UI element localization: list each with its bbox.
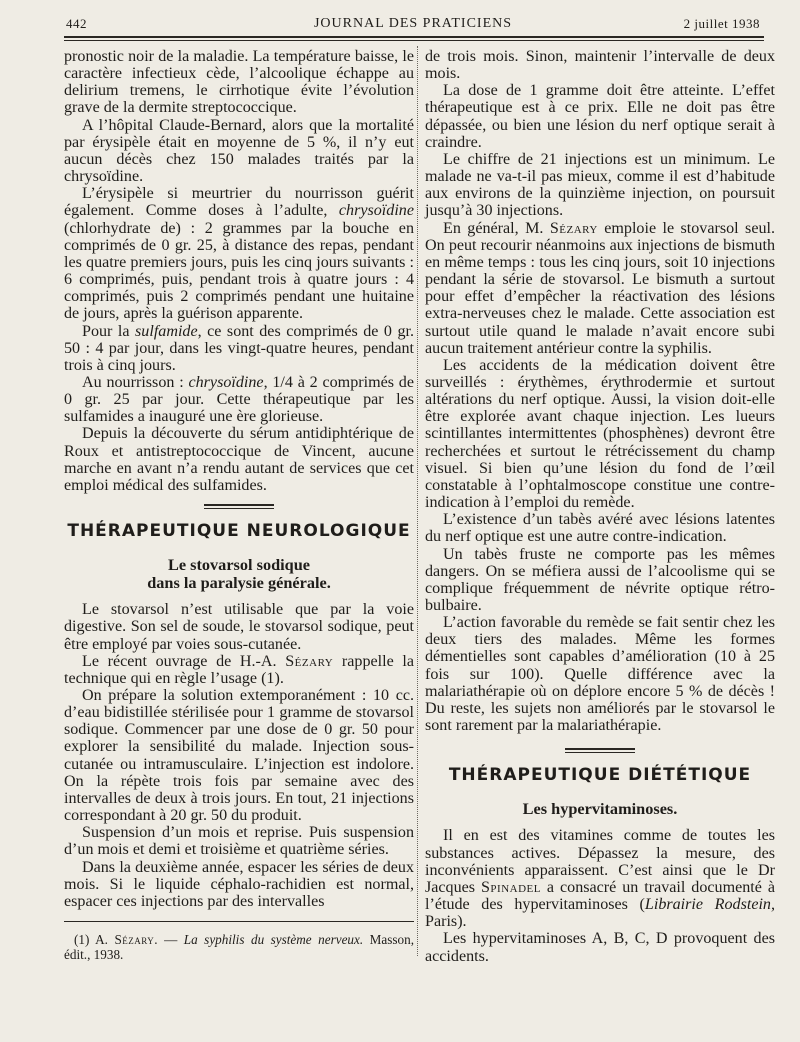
section-title: THÉRAPEUTIQUE NEUROLOGIQUE bbox=[67, 521, 411, 542]
issue-date: 2 juillet 1938 bbox=[683, 16, 760, 31]
header-rule-thin bbox=[64, 40, 764, 41]
paragraph: Les hypervitaminoses A, B, C, D provoquent des accidents. bbox=[425, 930, 775, 965]
paragraph: En général, M. Sézary emploie le stovarsol seul. On peut recourir néanmoins aux injections de bismuth en même temps : tous les cinq jours, soit 10 injections pendant la série de stovarsol. Le bismuth a surtout pour effet d’empêcher la réactivation des lésions extra-nerveuses chez le malade. Cette association est surtout utile quand le malade n’avait encore subi aucun traitement antérieur contre la syphilis. bbox=[425, 219, 775, 357]
paragraph: Les accidents de la médication doivent être surveillés : érythèmes, érythrodermie et surtout altérations du nerf optique. Aussi, la vision doit-elle être explorée avant chaque injection. Les lueurs scintillantes intermittentes (phosphènes) devront être recherchées et surtout le rétrécissement du champ visuel. Si bien qu’une lésion du fond de l’œil constatable à l’ophtalmoscope constitue une contre-indication à l’emploi du remède. bbox=[425, 356, 775, 512]
paragraph: La dose de 1 gramme doit être atteinte. L’effet thérapeutique est à ce prix. Elle ne doit pas être dépassée, ou bien une lésion du nerf optique serait à craindre. bbox=[425, 82, 775, 151]
article-title: Les hypervitaminoses. bbox=[522, 799, 678, 819]
paragraph: L’action favorable du remède se fait sentir chez les deux tiers des malades. Même les formes démentielles sont capables d’amélioration (10 à 25 fois sur 100). Quelle différence avec la malariathérapie où on déplore encore 5 % de décès ! Du reste, les sujets non améliorés par le stovarsol le sont rarement par la malariathérapie. bbox=[425, 614, 775, 735]
paragraph: Depuis la découverte du sérum antidiphtérique de Roux et antistreptococcique de Vincent, aucune marche en avant n’a rendu autant de services que cet emploi médical des sulfamides. bbox=[64, 425, 414, 494]
paragraph: Au nourrisson : chrysoïdine, 1/4 à 2 comprimés de 0 gr. 25 par jour. Cette thérapeutique par les sulfamides a inauguré une ère glorieuse. bbox=[64, 373, 414, 426]
column-divider bbox=[417, 46, 418, 956]
page-header bbox=[66, 14, 760, 36]
paragraph: L’existence d’un tabès avéré avec lésions latentes du nerf optique est une autre contre-indication. bbox=[425, 511, 775, 546]
journal-title: JOURNAL DES PRATICIENS bbox=[313, 16, 513, 31]
paragraph: On prépare la solution extemporanément : 10 cc. d’eau bidistillée stérilisée pour 1 gramme de stovarsol sodique. Commencer par une dose de 0 gr. 50 pour explorer la sensibilité du malade. Injection sous-cutanée ou intramusculaire. L’injection est indolore. On la répète trois fois par semaine avec des intervalles de deux à trois jours. En tout, 21 injections correspondant à 20 gr. 50 du produit. bbox=[64, 687, 414, 825]
article-title: Le stovarsol sodique dans la paralysie générale. bbox=[147, 555, 331, 593]
right-column bbox=[425, 48, 775, 965]
header-rule bbox=[64, 36, 764, 38]
page-number: 442 bbox=[66, 16, 87, 31]
section-separator bbox=[565, 748, 635, 753]
paragraph: Un tabès fruste ne comporte pas les mêmes dangers. On se méfiera aussi de l’alcoolisme qui se complique fréquemment de névrite optique rétro-bulbaire. bbox=[425, 545, 775, 614]
paragraph: de trois mois. Sinon, maintenir l’intervalle de deux mois. bbox=[425, 48, 775, 83]
paragraph: L’érysipèle si meurtrier du nourrisson guérit également. Comme doses à l’adulte, chrysoïdine (chlorhydrate de) : 2 grammes par la bouche en comprimés de 0 gr. 25, à distance des repas, pendant les quatre premiers jours, puis les cinq jours suivants : 6 comprimés, puis, pendant trois à quatre jours : 4 comprimés, puis 2 comprimés pendant une huitaine de jours, après la guérison apparente. bbox=[64, 185, 414, 323]
paragraph: Suspension d’un mois et reprise. Puis suspension d’un mois et demi et troisième et quatrième séries. bbox=[64, 824, 414, 859]
footnote-rule bbox=[64, 921, 414, 922]
paragraph: Dans la deuxième année, espacer les séries de deux mois. Si le liquide céphalo-rachidien est normal, espacer ces injections par des intervalles bbox=[64, 858, 414, 910]
paragraph: Le chiffre de 21 injections est un minimum. Le malade ne va-t-il pas mieux, comme il est d’habitude aux environs de la quinzième injection, on poursuit jusqu’à 30 injections. bbox=[425, 150, 775, 220]
paragraph: Il en est des vitamines comme de toutes les substances actives. Dépassez la mesure, des inconvénients apparaissent. C’est ainsi que le Dr Jacques Spinadel a consacré un travail documenté à l’étude des hypervitaminoses (Librairie Rodstein, Paris). bbox=[425, 827, 776, 931]
paragraph: A l’hôpital Claude-Bernard, alors que la mortalité par érysipèle était en moyenne de 5 %, il n’y eut aucun décès chez 150 malades traités par la chrysoïdine. bbox=[64, 116, 414, 186]
left-column bbox=[64, 48, 414, 962]
paragraph: Le récent ouvrage de H.-A. Sézary rappelle la technique qui en règle l’usage (1). bbox=[64, 652, 414, 687]
footnote: (1) A. Sézary. — La syphilis du système nerveux. Masson, édit., 1938. bbox=[64, 932, 415, 963]
paragraph: Pour la sulfamide, ce sont des comprimés de 0 gr. 50 : 4 par jour, dans les vingt-quatre heures, pendant trois à cinq jours. bbox=[64, 322, 414, 374]
paragraph: Le stovarsol n’est utilisable que par la voie digestive. Son sel de soude, le stovarsol sodique, peut être employé par voies sous-cutanée. bbox=[64, 601, 414, 653]
section-title: THÉRAPEUTIQUE DIÉTÉTIQUE bbox=[448, 765, 752, 786]
section-separator bbox=[204, 504, 274, 509]
paragraph: pronostic noir de la maladie. La température baisse, le caractère infectieux cède, l’alcoolique échappe au delirium tremens, le cirrhotique évite l’évolution grave de la dermite streptococcique. bbox=[64, 48, 414, 117]
